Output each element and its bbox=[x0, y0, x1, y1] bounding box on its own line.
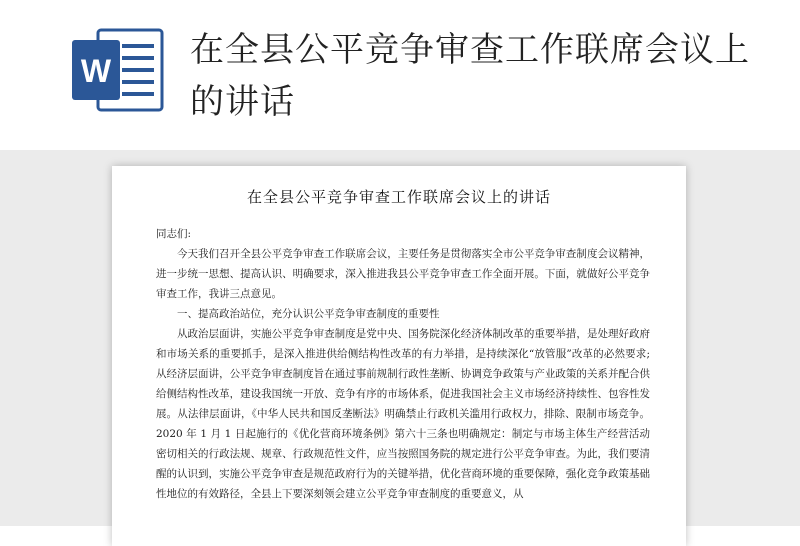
section-heading: 一、提高政治站位，充分认识公平竞争审查制度的重要性 bbox=[177, 308, 440, 320]
paragraph: 从政治层面讲，实施公平竞争审查制度是党中央、国务院深化经济体制改革的重要举措，是处理好政府和市场关系的重要抓手，是深入推进供给侧结构性改革的有力举措，是持续深化“放管服”改革的必然要求;从经济层面讲，公平竞争审查制度旨在通过事前规制行政性垄断、协调竞争政策与产业政策的关系并配合供给侧结构性改革，建设我国统一开放、竞争有序的市场体系，促进我国社会主义市场经济持续性、包容性发展。从法律层面讲，《中华人民共和国反垄断法》明确禁止行政机关滥用行政权力，排除、限制市场竞争。2020 年 1 月 1 日起施行的《优化营商环境条例》第六十三条也明确规定：制定与市场主体生产经营活动密切相关的行政法规、规章、行政规范性文件，应当按照国务院的规定进行公平竞争审查。为此，我们要清醒的认识到，实施公平竞争审查是规范政府行为的关键举措，优化营商环境的重要保障，强化竞争政策基础性地位的有效路径，全县上下要深刻领会建立公平竞争审查制度的重要意义，从 bbox=[156, 328, 650, 500]
svg-text:W: W bbox=[80, 53, 112, 89]
word-document-icon bbox=[70, 28, 166, 112]
document-body bbox=[156, 224, 650, 504]
salutation: 同志们: bbox=[156, 228, 192, 240]
paragraph: 今天我们召开全县公平竞争审查工作联席会议，主要任务是贯彻落实全市公平竞争审查制度会议精神，进一步统一思想、提高认识、明确要求，深入推进我县公平竞争审查工作全面开展。下面，就做好公平竞争审查工作，我讲三点意见。 bbox=[156, 248, 650, 300]
document-page bbox=[112, 166, 686, 546]
document-title: 在全县公平竞争审查工作联席会议上的讲话 bbox=[246, 188, 551, 206]
page-title: 在全县公平竞争审查工作联席会议上的讲话 bbox=[190, 30, 750, 122]
header-banner bbox=[0, 0, 800, 150]
